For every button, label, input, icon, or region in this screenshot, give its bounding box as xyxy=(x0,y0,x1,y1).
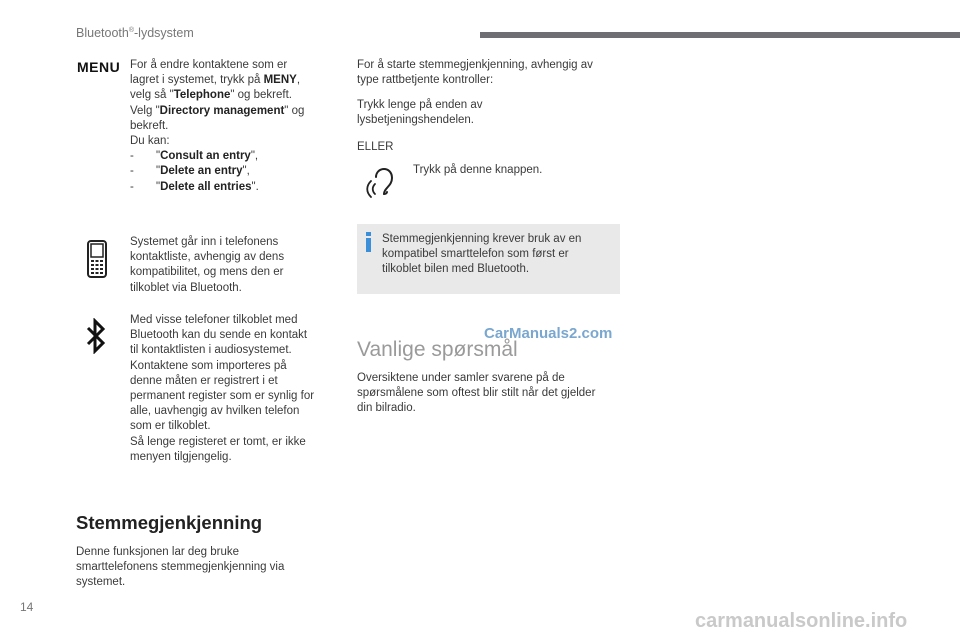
phone-icon xyxy=(86,240,108,278)
phone-contacts-text: Systemet går inn i telefonens kontaktliste, avhengig av dens kompatibilitet, og mens den er tilkoblet via Bluetooth. xyxy=(130,236,285,294)
watermark-carmanualsonline: carmanualsonline.info xyxy=(695,610,908,632)
voice-start-text: For å starte stemmegjenkjenning, avhengig av type rattbetjente kontroller: xyxy=(357,59,593,87)
header-bar xyxy=(480,32,960,38)
info-icon xyxy=(366,232,371,252)
faq-description: Oversiktene under samler svarene på de spørsmålene som oftest blir stilt når det gjelder din bilradio. xyxy=(357,372,596,415)
menu-instructions: For å endre kontaktene som er lagret i systemet, trykk på MENY, velg så "Telephone" og bekreft. Velg "Directory management" og bekreft. Du kan: - "Consult an entry", - "Delete an entry", - "Delete all entries". xyxy=(130,58,345,195)
press-button-text: Trykk på denne knappen. xyxy=(413,164,543,176)
or-text: ELLER xyxy=(357,141,394,153)
page-header-title: Bluetooth®-lydsystem xyxy=(76,26,194,40)
menu-icon: MENU xyxy=(77,59,121,75)
option-item: - "Delete all entries". xyxy=(130,180,345,195)
section-title-faq: Vanlige spørsmål xyxy=(357,338,518,361)
info-box-text: Stemmegjenkjenning krever bruk av en kompatibel smarttelefon som først er tilkoblet bilen med Bluetooth. xyxy=(382,233,582,276)
voice-recognition-description: Denne funksjonen lar deg bruke smarttelefonens stemmegjenkjenning via systemet. xyxy=(76,546,285,589)
bluetooth-icon xyxy=(84,318,108,354)
section-title-voice-recognition: Stemmegjenkjenning xyxy=(76,512,263,533)
long-press-text: Trykk lenge på enden av lysbetjeningshendelen. xyxy=(357,99,483,127)
bluetooth-contacts-text: Med visse telefoner tilkoblet med Bluetooth kan du sende en kontakt til kontaktlisten i audiosystemet. Kontaktene som importeres på denne måten er registrert i et permanent register som er synlig for alle, uavhengig av hvilken telefon som er tilkoblet. Så lenge registeret er tomt, er ikke menyen tilgjengelig. xyxy=(130,314,315,463)
option-item: - "Consult an entry", xyxy=(130,149,345,164)
option-item: - "Delete an entry", xyxy=(130,164,345,179)
page-number: 14 xyxy=(20,600,34,614)
voice-command-icon xyxy=(366,166,402,198)
watermark-carmanuals2: CarManuals2.com xyxy=(484,325,613,342)
